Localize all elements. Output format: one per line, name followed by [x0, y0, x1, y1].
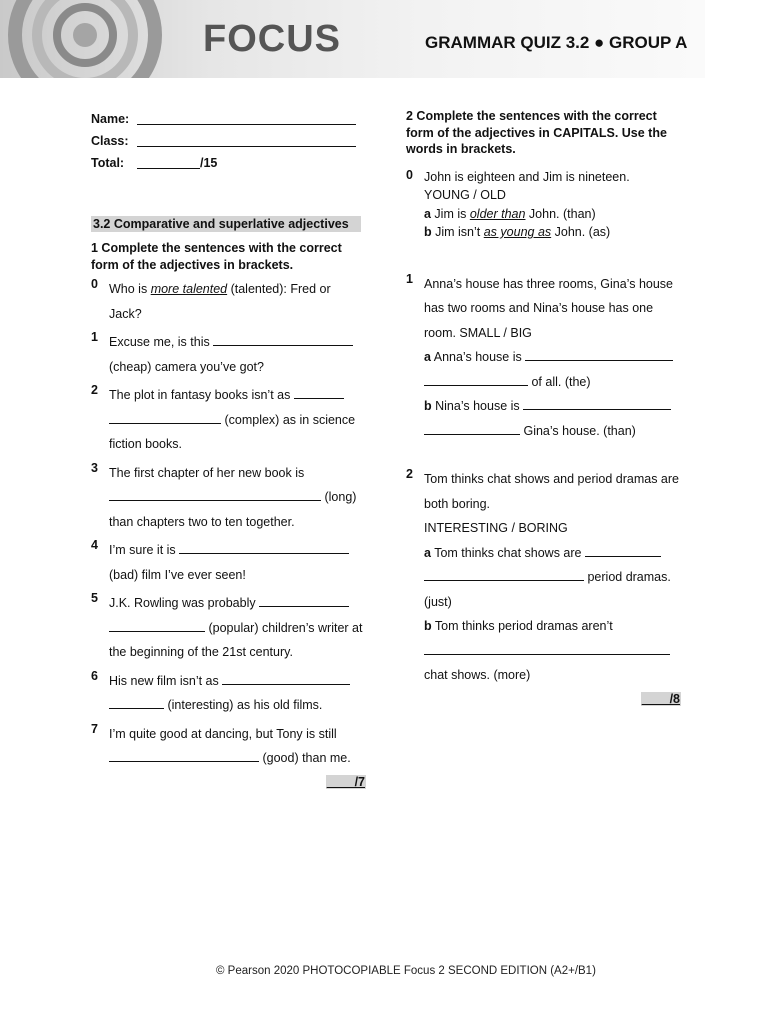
item-text: (cheap) camera you’ve got? — [109, 359, 264, 374]
focus-logo: FOCUS — [203, 18, 341, 60]
exercise1-item — [91, 383, 366, 457]
exercise2-item — [406, 272, 681, 444]
item-number: 0 — [91, 277, 98, 291]
item-number: 7 — [91, 721, 98, 736]
quiz-title: GRAMMAR QUIZ 3.2 ● GROUP A — [425, 33, 688, 52]
exercise1-item — [91, 461, 366, 535]
item-text: The plot in fantasy books isn’t as — [109, 388, 294, 402]
item-number: 5 — [91, 591, 98, 605]
answer-blank[interactable] — [294, 386, 344, 399]
item-text: (long) than chapters two to ten together. — [109, 490, 357, 529]
item-number: 0 — [406, 167, 413, 182]
item-text: Tom thinks period dramas aren’t — [431, 619, 613, 633]
exercise1-score — [91, 775, 366, 789]
item-text: John. (as) — [551, 225, 611, 239]
item-number: 2 — [406, 467, 413, 481]
name-label: Name: — [91, 112, 130, 126]
answer-blank[interactable] — [109, 619, 205, 632]
item-text: Who is — [109, 282, 151, 296]
class-label: Class: — [91, 134, 129, 148]
item-number: 6 — [91, 668, 98, 683]
item-text: (popular) children’s writer at the beginning of the 21st century. — [109, 620, 363, 659]
item-text: I’m sure it is — [109, 543, 180, 557]
answer-blank[interactable] — [424, 568, 584, 581]
answer-blank[interactable] — [259, 594, 349, 607]
total-label: Total: — [91, 156, 125, 170]
item-number: 1 — [406, 271, 413, 286]
item-text: (interesting) as his old films. — [164, 698, 323, 712]
item-text: (good) than me. — [259, 751, 351, 765]
sub-label: b — [424, 225, 432, 239]
exercise2-instructions: 2 Complete the sentences with the correct form of the adjectives in CAPITALS. Use the words in brackets. — [406, 109, 667, 156]
answer-blank[interactable] — [585, 544, 661, 557]
sub-label: b — [424, 619, 432, 633]
name-field[interactable] — [137, 112, 356, 125]
exercise2-score — [406, 692, 681, 706]
left-column — [91, 108, 366, 789]
example-answer: more talented — [150, 282, 228, 296]
sub-label: a — [424, 206, 431, 221]
right-column — [406, 108, 681, 706]
item-text: Tom thinks chat shows and period dramas are both boring. — [424, 472, 679, 511]
example-answer: as young as — [483, 225, 552, 239]
section-title: 3.2 Comparative and superlative adjectives — [91, 216, 361, 232]
sub-label: b — [424, 399, 432, 413]
total-row — [91, 152, 366, 174]
item-text: Gina’s house. (than) — [520, 423, 636, 438]
answer-blank[interactable] — [424, 373, 528, 386]
item-text: (complex) as in science fiction books. — [109, 412, 356, 451]
item-text: Excuse me, is this — [109, 335, 214, 349]
score-box: ____/8 — [641, 691, 680, 706]
item-text: John is eighteen and Jim is nineteen. — [424, 169, 630, 184]
exercise2-example — [406, 168, 681, 242]
footer-copyright: © Pearson 2020 PHOTOCOPIABLE Focus 2 SECOND EDITION (A2+/B1) — [216, 965, 596, 977]
exercise1-instructions: 1 Complete the sentences with the correct form of the adjectives in brackets. — [91, 241, 342, 272]
answer-blank[interactable] — [213, 333, 353, 346]
sub-label: a — [424, 545, 431, 560]
item-number: 3 — [91, 460, 98, 475]
answer-blank[interactable] — [424, 422, 520, 435]
item-text: I’m quite good at dancing, but Tony is still — [109, 726, 337, 741]
item-text: Nina’s house is — [431, 399, 524, 413]
score-box: ____/7 — [326, 774, 365, 789]
class-field[interactable] — [137, 134, 356, 147]
answer-blank[interactable] — [109, 749, 259, 762]
answer-blank[interactable] — [525, 348, 673, 361]
name-row — [91, 108, 366, 130]
total-suffix: /15 — [200, 156, 218, 170]
item-text: His new film isn’t as — [109, 673, 223, 688]
capitals-words: INTERESTING / BORING — [424, 521, 568, 535]
exercise1-item — [91, 330, 366, 379]
answer-blank[interactable] — [222, 672, 350, 685]
exercise2-item — [406, 467, 681, 688]
swirl-graphic-icon — [0, 0, 190, 78]
item-text: period dramas. (just) — [424, 570, 671, 609]
item-text: Anna’s house is — [430, 350, 526, 364]
exercise1-item — [91, 277, 366, 326]
item-text: Tom thinks chat shows are — [430, 545, 585, 560]
item-text: (talented): Fred or Jack? — [109, 282, 331, 321]
item-number: 2 — [91, 383, 98, 397]
capitals-words: YOUNG / OLD — [424, 188, 506, 202]
item-text: Anna’s house has three rooms, Gina’s house has two rooms and Nina’s house has one room. SMALL / BIG — [424, 276, 673, 340]
exercise1-item — [91, 722, 366, 771]
class-row — [91, 130, 366, 152]
exercise1-item — [91, 669, 366, 718]
answer-blank[interactable] — [523, 397, 671, 410]
exercise1-item — [91, 591, 366, 665]
item-text: Jim is — [430, 206, 470, 221]
answer-blank[interactable] — [424, 642, 670, 655]
sub-label: a — [424, 350, 431, 364]
answer-blank[interactable] — [109, 411, 221, 424]
answer-blank[interactable] — [109, 488, 321, 501]
total-field[interactable] — [137, 156, 200, 169]
example-answer: older than — [469, 206, 526, 221]
item-text: chat shows. (more) — [424, 668, 531, 682]
item-text: (bad) film I’ve ever seen! — [109, 567, 246, 582]
answer-blank[interactable] — [109, 696, 164, 709]
item-number: 1 — [91, 330, 98, 344]
item-text: Jim isn’t — [431, 225, 484, 239]
item-text: The first chapter of her new book is — [109, 465, 305, 480]
exercise1-item — [91, 538, 366, 587]
answer-blank[interactable] — [179, 541, 349, 554]
item-text: of all. (the) — [528, 374, 591, 389]
item-text: J.K. Rowling was probably — [109, 596, 260, 610]
item-number: 4 — [91, 538, 98, 552]
item-text: John. (than) — [525, 206, 596, 221]
